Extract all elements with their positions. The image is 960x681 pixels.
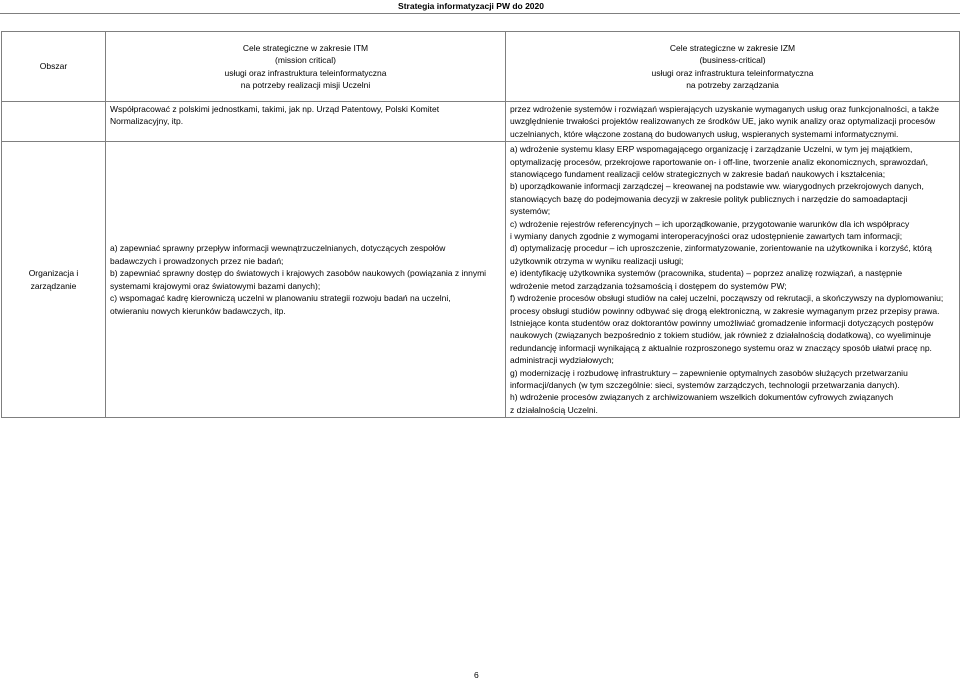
text-line: z działalnością Uczelni. bbox=[510, 404, 598, 415]
text-line: b) uporządkowanie informacji zarządczej – kreowanej na podstawie ww. wiarygodnych przekrojowych danych, bbox=[510, 181, 924, 192]
header-izm bbox=[506, 32, 960, 102]
text-line: użytkownik otrzyma w wyniku realizacji usługi; bbox=[510, 255, 684, 266]
text-line: f) wdrożenie procesów obsługi studiów na całej uczelni, począwszy od rekrutacji, a skończywszy na dyplomowaniu; bbox=[510, 293, 944, 304]
text-line: Istniejące konta studentów oraz doktorantów powinny umożliwiać gromadzenie informacji dotyczących postępów bbox=[510, 317, 934, 328]
text-line: (mission critical) bbox=[275, 55, 336, 66]
text-line: stanowiącego fundament realizacji celów strategicznych w zakresie badań naukowych i kształcenia; bbox=[510, 169, 886, 180]
text-line: wdrożenie metod zarządzania tożsamością i dostępem do systemów PW; bbox=[510, 280, 787, 291]
text-line: na potrzeby realizacji misji Uczelni bbox=[240, 79, 371, 90]
text-line: otwieraniu nowych kierunków badawczych, itp. bbox=[110, 305, 286, 316]
text-line: na potrzeby zarządzania bbox=[686, 79, 779, 90]
text-line: naukowych (związanych bezpośrednio z tokiem studiów, jak również z działalnością dodatkową), co wyeliminuje bbox=[510, 330, 931, 341]
strategy-table bbox=[1, 31, 960, 418]
page-number: 6 bbox=[474, 670, 479, 680]
text-line: (business-critical) bbox=[699, 55, 766, 66]
text-line: Cele strategiczne w zakresie ITM bbox=[242, 42, 369, 53]
row2-obszar: Organizacja i zarządzanie bbox=[2, 142, 106, 418]
running-header: Strategia informatyzacji PW do 2020 bbox=[398, 1, 544, 11]
text-line: usługi oraz infrastruktura teleinformatyczna bbox=[651, 67, 814, 78]
row1-izm-cell bbox=[506, 102, 960, 142]
text-line: uwzględnienie trwałości projektów realizowanych ze środków UE, jako wynik analizy oraz optymalizacji procesów bbox=[510, 116, 936, 127]
row1-itm-cell bbox=[106, 102, 506, 142]
text-line: h) wdrożenie procesów związanych z archiwizowaniem wszelkich dokumentów cyfrowych związanych bbox=[510, 392, 894, 403]
text-line: badawczych i prowadzonych przez nie badań; bbox=[110, 255, 284, 266]
text-line: informacji/danych (w tym szczególnie: sieci, systemów zarządczych, technologii przetwarzania danych). bbox=[510, 379, 900, 390]
text-line: i wymiany danych zgodnie z wymogami interoperacyjności oraz udostępnienie zawartych tam informacji; bbox=[510, 231, 903, 242]
header-obszar: Obszar bbox=[2, 32, 106, 102]
text-line: procesy obsługi studiów powinny odbywać się drogą elektroniczną, w zakresie wymaganym przez przepisy prawa. bbox=[510, 305, 940, 316]
text-line: usługi oraz infrastruktura teleinformatyczna bbox=[224, 67, 387, 78]
text-line: b) zapewniać sprawny dostęp do światowych i krajowych zasobów naukowych (powiązania z innymi bbox=[110, 268, 487, 279]
table-row bbox=[2, 102, 960, 142]
text-line: systemów; bbox=[510, 206, 551, 217]
text-line: a) zapewniać sprawny przepływ informacji wewnątrzuczelnianych, dotyczących zespołów bbox=[110, 243, 446, 254]
text-line: Współpracować z polskimi jednostkami, takimi, jak np. Urząd Patentowy, Polski Komitet bbox=[110, 104, 440, 114]
text-line: c) wdrożenie rejestrów referencyjnych – ich uporządkowanie, przygotowanie warunków dla ich współpracy bbox=[510, 218, 910, 229]
text-line: d) optymalizację procedur – ich uproszczenie, zinformatyzowanie, zorientowanie na użytkownika i korzyść, którą bbox=[510, 243, 932, 254]
text-line: administracji wydziałowych; bbox=[510, 355, 614, 366]
text-line: Cele strategiczne w zakresie IZM bbox=[669, 42, 796, 53]
text-line: redundancję informacji wynikającą z aktualnie rozproszonego systemu oraz w znaczący sposób ułatwi pracę np. bbox=[510, 342, 932, 353]
text-line: e) identyfikację użytkownika systemów (pracownika, studenta) – poprzez analizę rozwiązań, a następnie bbox=[510, 268, 903, 279]
table-row bbox=[2, 142, 960, 418]
table-header-row bbox=[2, 32, 960, 102]
text-line: systemami krajowymi oraz światowymi bazami danych); bbox=[110, 280, 321, 291]
text-line: g) modernizację i rozbudowę infrastruktury – zapewnienie optymalnych zasobów służących przetwarzaniu bbox=[510, 367, 908, 378]
header-itm bbox=[106, 32, 506, 102]
row1-obszar bbox=[2, 102, 106, 142]
header-rule bbox=[0, 13, 960, 14]
row2-izm-cell bbox=[506, 142, 960, 418]
text-line: przez wdrożenie systemów i rozwiązań wspierających uzyskanie wymaganych usług oraz funkcjonalności, a także bbox=[510, 104, 939, 114]
text-line: Normalizacyjny, itp. bbox=[110, 116, 184, 127]
text-line: stanowiących bazę do podejmowania decyzji w zakresie polityk publicznych i narzędzie do samoadaptacji bbox=[510, 193, 908, 204]
text-line: c) wspomagać kadrę kierowniczą uczelni w planowaniu strategii rozwoju badań na uczelni, bbox=[110, 293, 451, 304]
text-line: optymalizację procesów, przekrojowe raportowanie on- i off-line, tworzenie analiz ekonomicznych, sprawozdań, bbox=[510, 156, 928, 167]
text-line: uczelnianych, które włączone zostaną do budowanych usług, wspieranych systemami informatycznymi. bbox=[510, 128, 899, 139]
text-line: a) wdrożenie systemu klasy ERP wspomagającego organizację i zarządzanie Uczelni, w tym jej majątkiem, bbox=[510, 144, 913, 155]
row2-itm-cell bbox=[106, 142, 506, 418]
